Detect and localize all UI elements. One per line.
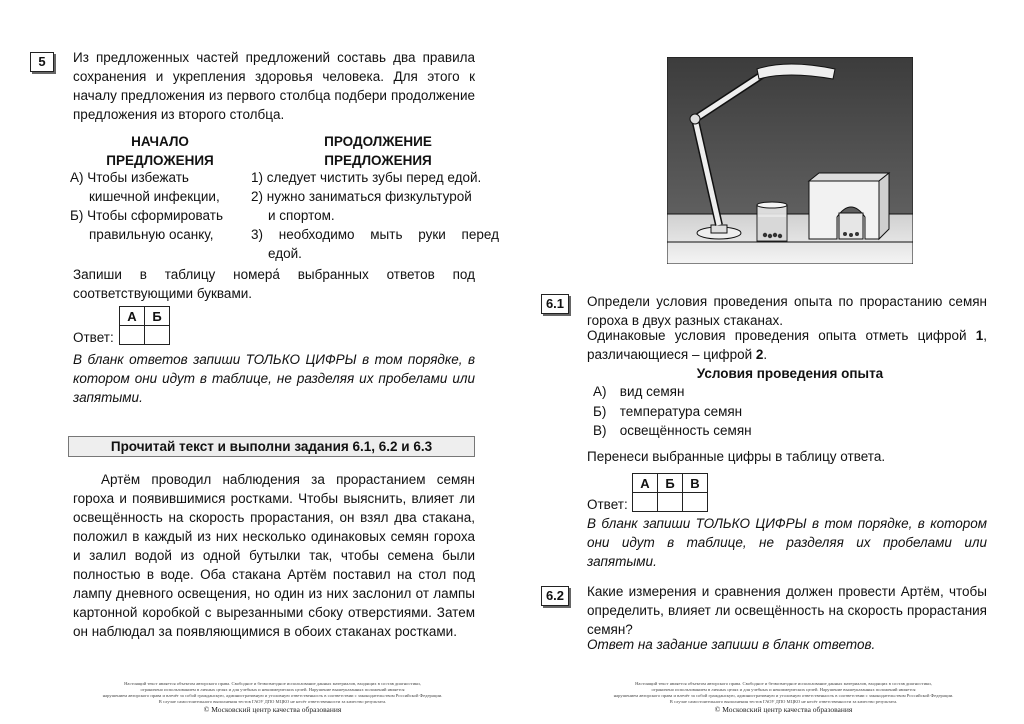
open-glass-rim <box>757 202 787 208</box>
section-title-box <box>68 436 475 457</box>
experiment-illustration <box>667 57 913 264</box>
task-6-2-note: Ответ на задание запиши в бланк ответов. <box>587 637 876 652</box>
task-6-1-text2-c: , различающиеся – цифрой <box>587 328 987 362</box>
col2-header-line2: ПРЕДЛОЖЕНИЯ <box>324 153 432 168</box>
col1-item: Б) Чтобы сформировать <box>70 208 223 223</box>
task-6-1-answer-label: Ответ: <box>587 497 628 512</box>
task-6-1-text2-e: . <box>763 347 768 362</box>
conditions-title: Условия проведения опыта <box>696 366 884 381</box>
answer-cell[interactable] <box>683 493 708 512</box>
answer-col-header: А <box>633 474 658 493</box>
task-5-answer-table <box>119 306 170 345</box>
task-6-1-text2 <box>587 326 987 364</box>
col2-item: 2) нужно заниматься физкультурой <box>251 189 472 204</box>
footer-line: В случае самостоятельного выполнения тестов ГАОУ ДПО МЦКО не несёт ответственности за качество результата. <box>669 699 898 704</box>
col1-header-line2: ПРЕДЛОЖЕНИЯ <box>106 153 214 168</box>
answer-cell[interactable] <box>145 326 170 345</box>
col2-item: 3) необходимо мыть руки перед <box>251 227 499 242</box>
task-6-2-number: 6.2 <box>541 586 569 606</box>
left-footer <box>80 681 465 714</box>
lamp-base-top <box>711 225 727 233</box>
footer-copyright: © Московский центр качества образования <box>714 705 853 714</box>
footer-line: Настоящий текст является объектом авторского права. Свободное и безвозмездное использование данных материалов, входящих в состав диагностики, <box>635 681 932 686</box>
condition-item <box>593 382 684 401</box>
footer-line: нарушением авторского права и влечёт за собой гражданскую, административную и уголовную ответственность в соответствии с законодательством Российской Федерации. <box>613 693 954 698</box>
task-6-1-number: 6.1 <box>541 294 569 314</box>
answer-cell[interactable] <box>658 493 683 512</box>
condition-item <box>593 421 752 440</box>
seed <box>773 233 777 237</box>
seed <box>855 232 859 236</box>
task-5-col2-header <box>308 132 448 170</box>
seed <box>849 233 853 237</box>
answer-col-header: Б <box>658 474 683 493</box>
task-5-number: 5 <box>30 52 54 72</box>
condition-letter: Б) <box>593 404 607 419</box>
answer-cell[interactable] <box>120 326 145 345</box>
seed <box>778 234 782 238</box>
answer-col-header: Б <box>145 307 170 326</box>
task-5-note: В бланк ответов запиши ТОЛЬКО ЦИФРЫ в том порядке, в котором они идут в таблице, не разделяя их пробелами или запятыми. <box>73 352 475 405</box>
cardboard-box-side <box>879 173 889 239</box>
section-title: Прочитай текст и выполни задания 6.1, 6.2 и 6.3 <box>110 439 433 454</box>
col2-header-line1: ПРОДОЛЖЕНИЕ <box>324 134 432 149</box>
col1-item: правильную осанку, <box>89 227 214 242</box>
condition-letter: В) <box>593 423 607 438</box>
condition-text: температура семян <box>619 404 743 419</box>
task-5-instruction: Запиши в таблицу номера́ выбранных ответов под соответствующими буквами. <box>73 267 475 301</box>
footer-line: ограничено использованием в личных целях и для учебных и некоммерческих целей. Нарушение вышеуказанных положений является <box>140 687 405 692</box>
task-6-1-answer-table <box>632 473 708 512</box>
seed <box>843 232 847 236</box>
task-5-col2-list <box>251 168 499 263</box>
seed <box>768 234 772 238</box>
col1-header-line1: НАЧАЛО <box>131 134 189 149</box>
col2-item: едой. <box>268 246 302 261</box>
task-6-1-text1: Определи условия проведения опыта по прорастанию семян гороха в двух разных стаканах. <box>587 294 987 328</box>
col1-item: А) Чтобы избежать <box>70 170 189 185</box>
col1-item: кишечной инфекции, <box>89 189 220 204</box>
footer-copyright: © Московский центр качества образования <box>203 705 342 714</box>
lamp-joint <box>690 114 700 124</box>
task-5-col1-list <box>70 168 223 244</box>
task-5-col1-header <box>90 132 230 170</box>
col2-item: 1) следует чистить зубы перед едой. <box>251 170 482 185</box>
footer-line: Настоящий текст является объектом авторского права. Свободное и безвозмездное использование данных материалов, входящих в состав диагностики, <box>124 681 421 686</box>
right-footer <box>586 681 981 714</box>
task-5-intro: Из предложенных частей предложений составь два правила сохранения и укрепления здоровья человека. Для этого к началу предложения из первого столбца подбери продолжение предложения из второго столбца. <box>73 50 475 122</box>
footer-line: В случае самостоятельного выполнения тестов ГАОУ ДПО МЦКО не несёт ответственности за качество результата. <box>158 699 387 704</box>
task-5-answer-label: Ответ: <box>73 330 114 345</box>
story-text: Артём проводил наблюдения за прорастанием семян гороха и появившимися ростками. Чтобы выяснить, влияет ли освещённость на скорость прорастания, он взял два стакана, положил в каждый из них несколько одинаковых семян гороха и залил водой из одной бутылки так, чтобы семена были полностью в воде. Оба стакана Артём поставил на стол под лампу дневного освещения, но один из них заслонил от лампы картонной коробкой с вырезанными сбоку отверстиями. Затем он наблюдал за появляющимися в обоих стаканах ростками. <box>73 472 475 639</box>
footer-line: ограничено использованием в личных целях и для учебных и некоммерческих целей. Нарушение вышеуказанных положений является <box>651 687 916 692</box>
answer-col-header: А <box>120 307 145 326</box>
condition-text: освещённость семян <box>619 423 752 438</box>
seed <box>763 233 767 237</box>
task-6-1-note: В бланк запиши ТОЛЬКО ЦИФРЫ в том порядке, в котором они идут в таблице, не разделяя их пробелами или запятыми. <box>587 516 987 569</box>
col2-item: и спортом. <box>268 208 335 223</box>
answer-col-header: В <box>683 474 708 493</box>
condition-item <box>593 402 742 421</box>
task-6-1-transfer: Перенеси выбранные цифры в таблицу ответа. <box>587 449 886 464</box>
condition-text: вид семян <box>619 384 685 399</box>
answer-cell[interactable] <box>633 493 658 512</box>
footer-line: нарушением авторского права и влечёт за собой гражданскую, административную и уголовную ответственность в соответствии с законодательством Российской Федерации. <box>102 693 443 698</box>
condition-letter: А) <box>593 384 607 399</box>
task-6-1-digit-1: 1 <box>975 328 984 343</box>
task-6-1-text2-a: Одинаковые условия проведения опыта отметь цифрой <box>587 328 976 343</box>
task-6-1-digit-2: 2 <box>755 347 764 362</box>
cardboard-box-top <box>809 173 889 181</box>
task-6-2-question: Какие измерения и сравнения должен провести Артём, чтобы определить, влияет ли освещённость на скорость прорастания семян? <box>587 584 987 637</box>
